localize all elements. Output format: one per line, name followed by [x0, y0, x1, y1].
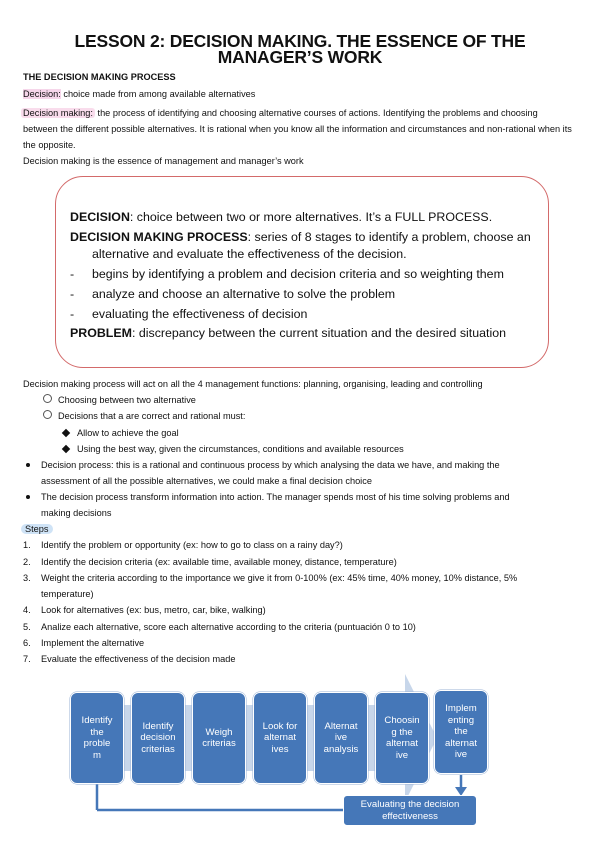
flow-text: alternat	[385, 738, 418, 749]
callout-term-process: DECISION MAKING PROCESS	[70, 230, 248, 244]
flow-step-identify-criteria	[131, 692, 185, 784]
flow-text: ives	[271, 743, 289, 755]
step-number: 7.	[23, 654, 31, 664]
flow-step-weigh-criteria	[192, 692, 246, 784]
flow-text: Identify	[142, 720, 174, 732]
step-number: 5.	[23, 622, 31, 632]
circle-item-text: Choosing between two alternative	[58, 395, 196, 405]
flow-text: m	[93, 749, 101, 761]
flow-step-identify-problem	[70, 692, 124, 784]
flow-text: the	[454, 726, 468, 738]
flow-text: Evaluating the decision	[360, 799, 460, 810]
flow-text: effectiveness	[382, 810, 438, 822]
flow-text: criterias	[141, 743, 175, 755]
flow-text: g the	[391, 726, 413, 738]
flow-text: the	[90, 726, 104, 738]
callout-term-decision: DECISION	[70, 210, 130, 224]
callout-text-1: : choice between two or more alternatives. It’s a FULL PROCESS.	[129, 210, 493, 224]
dash-marker: -	[70, 267, 75, 281]
callout-line-3: alternative and evaluate the effectiveness of the decision.	[92, 247, 407, 261]
dot-item-continued: assessment of all the possible alternatives, we could make a final decision choice	[41, 476, 372, 486]
step-text: Evaluate the effectiveness of the decision made	[41, 654, 236, 664]
flow-step-alternative-analysis	[314, 692, 368, 784]
flow-text: Weigh	[205, 726, 233, 738]
step-number: 1.	[23, 540, 31, 550]
step-number: 2.	[23, 557, 31, 567]
flow-step-look-alternatives	[253, 692, 307, 784]
step-number: 6.	[23, 638, 31, 648]
step-number: 3.	[23, 573, 31, 583]
callout-term-problem: PROBLEM	[70, 326, 132, 340]
callout-text-problem: : discrepancy between the current situation and the desired situation	[131, 326, 506, 340]
essence-line: Decision making is the essence of management and manager’s work	[23, 156, 304, 166]
step-text: Weight the criteria according to the importance we give it from 0-100% (ex: 45% time, 40% money, 10% distance, 5%	[41, 573, 518, 583]
section-heading: THE DECISION MAKING PROCESS	[23, 72, 176, 82]
flow-text: ive	[334, 732, 348, 744]
flow-text: decision	[140, 732, 176, 744]
flow-text: Choosin	[384, 715, 420, 726]
flow-text: alternat	[263, 732, 296, 744]
term-decision: Decision:	[23, 89, 61, 99]
flow-text: Implem	[445, 703, 477, 715]
callout-text-2: : series of 8 stages to identify a problem, choose an	[247, 230, 531, 244]
flow-step-implementing	[434, 690, 488, 774]
callout-bullet-text: analyze and choose an alternative to solve the problem	[92, 287, 396, 301]
dot-item-text: The decision process transform information into action. The manager spends most of his time solving problems and	[41, 492, 510, 502]
dash-marker: -	[70, 307, 75, 321]
definition-decision-text: choice made from among available alternatives	[60, 89, 256, 99]
diamond-item-text: Using the best way, given the circumstances, conditions and available resources	[77, 444, 404, 454]
flow-text: Identify	[81, 715, 113, 726]
step-number: 4.	[23, 605, 31, 615]
diamond-item-text: Allow to achieve the goal	[77, 428, 179, 438]
step-text: Identify the problem or opportunity (ex: how to go to class on a rainy day?)	[41, 540, 343, 550]
callout-bullet-text: begins by identifying a problem and decision criteria and so weighting them	[92, 267, 504, 281]
circle-item-text: Decisions that a are correct and rational must:	[58, 411, 246, 421]
flow-text: enting	[447, 714, 475, 726]
lesson-title: LESSON 2: DECISION MAKING. THE ESSENCE OF THE MANAGER’S WORK	[74, 31, 526, 67]
steps-badge: Steps	[21, 524, 53, 534]
flow-step-choosing-alternative	[375, 692, 429, 784]
flow-text: proble	[83, 738, 111, 749]
callout-bullet-text: evaluating the effectiveness of decision	[92, 307, 308, 321]
dash-marker: -	[70, 287, 75, 301]
flow-step-evaluating	[343, 795, 477, 826]
step-text: Implement the alternative	[41, 638, 145, 648]
definition-decision-making-text: the process of identifying and choosing alternative courses of actions. Identifying the problems and choosing between the different possible alternatives. It is rational when you know all the information and circumstances and non-rational when its the opposite.	[23, 108, 572, 150]
step-text: Identify the decision criteria (ex: available time, available money, distance, temperature)	[41, 557, 397, 567]
step-text: Analize each alternative, score each alternative according to the criteria (puntuación 0 to 10)	[41, 622, 416, 632]
functions-line: Decision making process will act on all the 4 management functions: planning, organising, leading and controlling	[23, 379, 483, 389]
step-text-continued: temperature)	[41, 589, 94, 599]
dot-item-continued: making decisions	[41, 508, 112, 518]
flow-text: Alternat	[324, 720, 358, 732]
dot-item-text: Decision process: this is a rational and continuous process by which analysing the data we have, and making the	[41, 460, 500, 470]
flow-text: ive	[395, 749, 409, 761]
flow-text: Look for	[262, 720, 298, 732]
flow-text: analysis	[323, 743, 359, 755]
step-text: Look for alternatives (ex: bus, metro, car, bike, walking)	[41, 605, 266, 615]
flow-text: alternat	[445, 737, 477, 749]
flow-text: criterias	[202, 738, 236, 749]
term-decision-making: Decision making:	[23, 108, 93, 118]
flow-text: ive	[454, 749, 468, 761]
